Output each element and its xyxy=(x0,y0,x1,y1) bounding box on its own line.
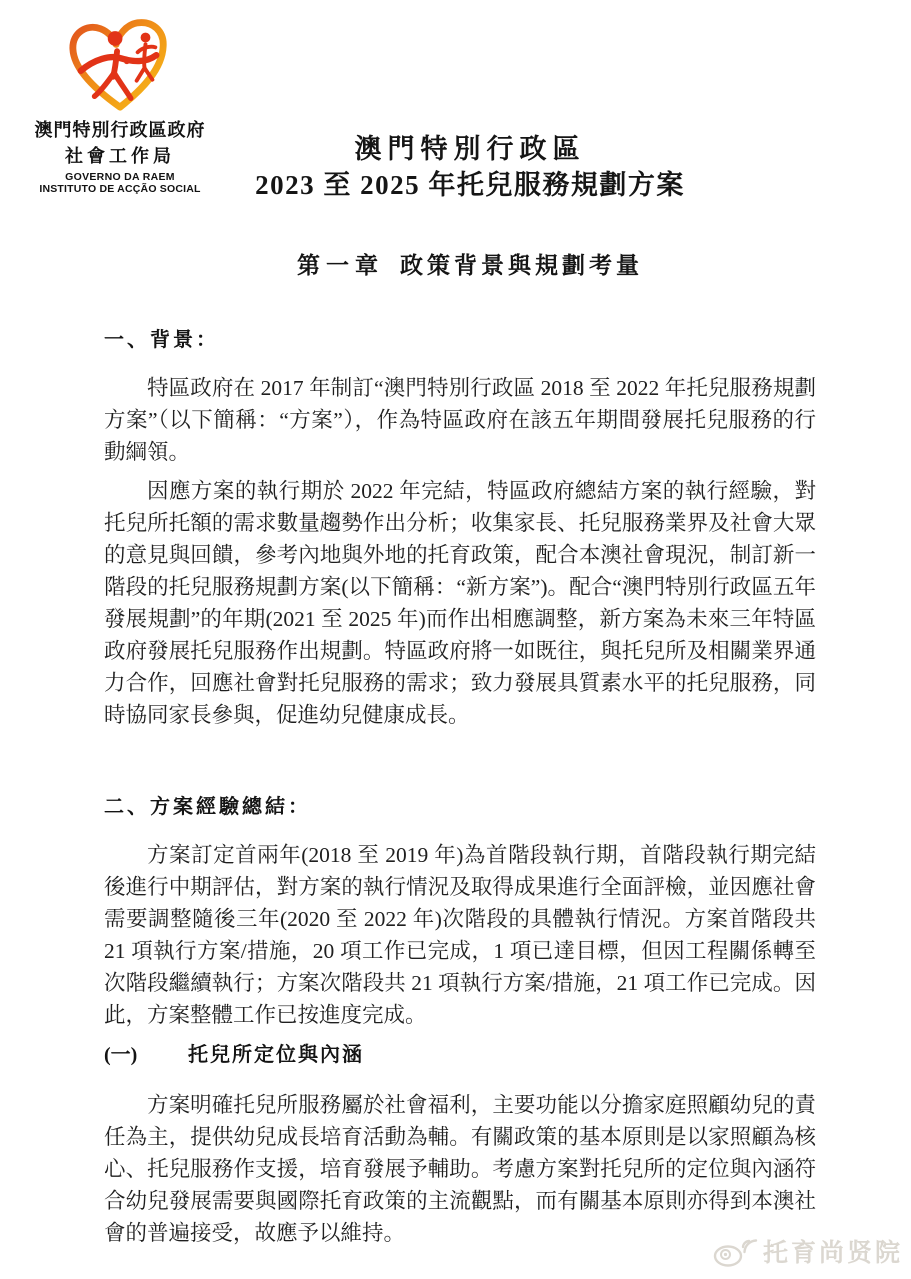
chapter-heading xyxy=(114,247,826,280)
section-1-paragraph-1: 特區政府在 2017 年制訂“澳門特別行政區 2018 至 2022 年托兒服務規劃方案”（以下簡稱：“方案”），作為特區政府在該五年期間發展托兒服務的行動綱領。 xyxy=(104,376,816,464)
chapter-number: 第一章 xyxy=(297,253,384,278)
section-1-heading: 一、背景： xyxy=(104,329,219,351)
tiny-heart-dot xyxy=(124,58,130,64)
watermark xyxy=(712,1233,903,1269)
section-1-paragraph-2: 因應方案的執行期於 2022 年完結，特區政府總結方案的執行經驗，對托兒所托額的需求數量趨勢作出分析；收集家長、托兒服務業界及社會大眾的意見與回饋，參考內地與外地的托育政策，配合本澳社會現況，制訂新一階段的托兒服務規劃方案(以下簡稱：“新方案”)。配合“澳門特別行政區五年發展規劃”的年期(2021 至 2025 年)而作出相應調整，新方案為未來三年特區政府發展托兒服務作出規劃。特區政府將一如既往，與托兒所及相關業界通力合作，回應社會對托兒服務的需求；致力發展具質素水平的托兒服務，同時協同家長參與，促進幼兒健康成長。 xyxy=(104,479,816,727)
watermark-text: 托育尚贤院 xyxy=(762,1239,903,1267)
document-title-line2: 2023 至 2025 年托兒服務規劃方案 xyxy=(255,170,685,200)
agency-bureau-portuguese: INSTITUTO DE ACÇÃO SOCIAL xyxy=(39,183,201,195)
document-body xyxy=(104,328,816,1256)
figure-right-leg xyxy=(114,73,131,99)
small-figure-head xyxy=(141,33,151,43)
figure-head xyxy=(108,31,123,46)
agency-name-chinese: 澳門特別行政區政府 xyxy=(34,120,206,140)
subsection-1-paragraph-1: 方案明確托兒所服務屬於社會福利，主要功能以分擔家庭照顧幼兒的責任為主，提供幼兒成長培育活動為輔。有關政策的基本原則是以家照顧為核心、托兒服務作支援，培育發展予輔助。考慮方案對托兒所的定位與內涵符合幼兒發展需要與國際托育政策的主流觀點，而有關基本原則亦得到本澳社會的普遍接受，故應予以維持。 xyxy=(104,1093,816,1245)
subsection-1-heading xyxy=(104,1043,816,1067)
document-title-line1: 澳門特別行政區 xyxy=(354,134,586,164)
subsection-number: (一) xyxy=(104,1044,138,1066)
subsection-title: 托兒所定位與內涵 xyxy=(188,1044,364,1066)
chapter-title: 政策背景與規劃考量 xyxy=(400,253,643,278)
weibo-icon xyxy=(712,1234,758,1268)
document-title xyxy=(114,131,826,203)
agency-bureau-chinese: 社會工作局 xyxy=(65,146,175,166)
small-figure-body xyxy=(144,44,145,68)
small-figure-legs xyxy=(137,68,153,81)
agency-name-portuguese: GOVERNO DA RAEM xyxy=(65,171,175,183)
section-2-paragraph-1: 方案訂定首兩年(2018 至 2019 年)為首階段執行期，首階段執行期完結後進行中期評估，對方案的執行情況及取得成果進行全面評檢，並因應社會需要調整隨後三年(2020 至 2022 年)次階段的具體執行情況。方案首階段共 21 項執行方案/措施，20 項工作已完成，1 項已達目標，但因工程關係轉至次階段繼續執行；方案次階段共 21 項執行方案/措施，21 項工作已完成。因此，方案整體工作已按進度完成。 xyxy=(104,843,816,1027)
section-2-heading: 二、方案經驗總結： xyxy=(104,796,311,818)
heart-logo-icon xyxy=(61,12,179,114)
